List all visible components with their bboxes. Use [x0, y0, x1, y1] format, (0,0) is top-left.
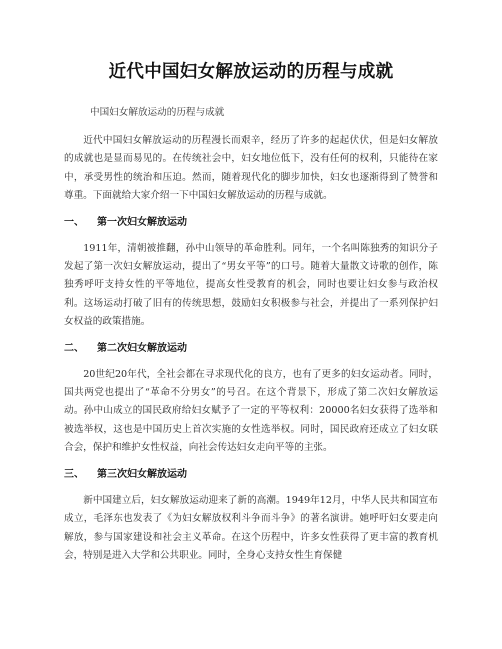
section-paragraph-3: 新中国建立后，妇女解放运动迎来了新的高潮。1949年12月，中华人民共和国宣布成立，毛泽东也发表了《为妇女解放权利斗争而斗争》的著名演讲。她呼吁妇女要走向解放，参与国家建设和社会主义革命。在这个历程中，许多女性获得了更丰富的教育机会，特别是进入大学和公共职业。同时，全身心支持女性生育保健: [64, 494, 438, 561]
section-paragraph-1: 1911年，清朝被推翻，孙中山领导的革命胜利。同年，一个名叫陈独秀的知识分子发起了第一次妇女解放运动，提出了“男女平等”的口号。随着大量散文诗歌的创作，陈独秀呼吁支持女性的平等地位，提高女性受教育的机会，同时也要让妇女参与政治权利。这场运动打破了旧有的传统思想，鼓励妇女积极参与社会，并提出了一系列保护妇女权益的政策措施。: [64, 242, 438, 328]
section-heading-text-2: 第二次妇女解放运动: [97, 342, 187, 354]
section-number-1: 一、: [64, 216, 84, 228]
document-title: 近代中国妇女解放运动的历程与成就: [108, 62, 394, 82]
section-heading-1: [64, 216, 438, 230]
section-heading-3: [64, 468, 438, 482]
section-heading-text-1: 第一次妇女解放运动: [97, 216, 187, 228]
section-paragraph-2: 20世纪20年代，全社会都在寻求现代化的良方，也有了更多的妇女运动者。同时，国共两党也提出了“革命不分男女”的号召。在这个背景下，形成了第二次妇女解放运动。孙中山成立的国民政府给妇女赋予了一定的平等权利：20000名妇女获得了选举和被选举权，这也是中国历史上首次实施的女性选举权。同时，国民政府还成立了妇女联合会，保护和维护女性权益，向社会传达妇女走向平等的主张。: [64, 368, 438, 454]
section-heading-text-3: 第三次妇女解放运动: [97, 468, 187, 480]
section-heading-2: [64, 342, 438, 356]
section-number-3: 三、: [64, 468, 84, 480]
intro-paragraph: 近代中国妇女解放运动的历程漫长而艰辛，经历了许多的起起伏伏，但是妇女解放的成就也是显而易见的。在传统社会中，妇女地位低下，没有任何的权利，只能待在家中，承受男性的统治和压迫。然而，随着现代化的脚步加快，妇女也逐渐得到了赞誉和尊重。下面就给大家介绍一下中国妇女解放运动的历程与成就。: [64, 135, 438, 202]
section-number-2: 二、: [64, 342, 84, 354]
document-subtitle: 中国妇女解放运动的历程与成就: [90, 107, 225, 118]
